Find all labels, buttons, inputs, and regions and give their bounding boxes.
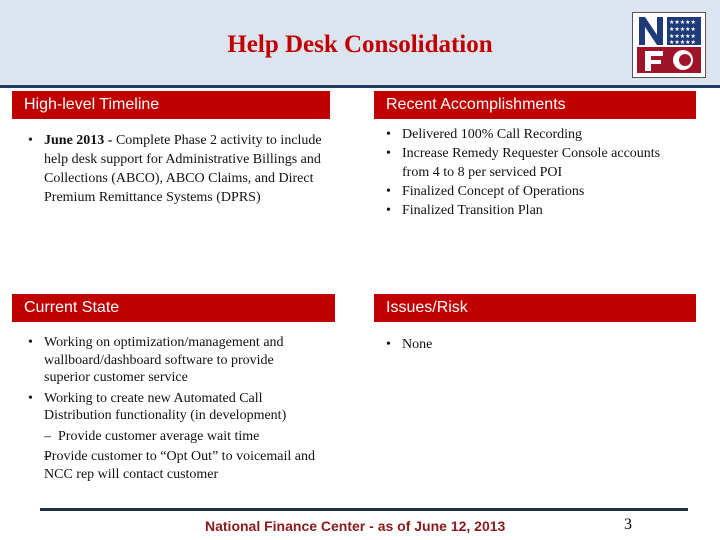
list-item: • Working to create new Automated Call Distribution functionality (in development) [18, 390, 318, 425]
sub-list-item: – Provide customer average wait time [18, 428, 318, 446]
svg-text:★★★★★: ★★★★★ [669, 40, 696, 46]
svg-text:★★★★★: ★★★★★ [669, 34, 696, 40]
accomplishments-heading: Recent Accomplishments [374, 91, 696, 119]
sub-list-item: – Provide customer to “Opt Out” to voicemail and NCC rep will contact customer [18, 448, 318, 483]
page-number: 3 [624, 516, 632, 533]
slide-title: Help Desk Consolidation [227, 31, 493, 58]
issues-list [376, 335, 676, 354]
list-item: • Finalized Transition Plan [376, 201, 676, 220]
list-item: • Finalized Concept of Operations [376, 182, 676, 201]
accomplishments-list [376, 125, 676, 220]
nfc-logo [632, 12, 706, 78]
list-item: • Working on optimization/management and wallboard/dashboard software to provide superior customer service [18, 334, 318, 387]
svg-text:★★★★★: ★★★★★ [669, 20, 696, 26]
list-item: • Delivered 100% Call Recording [376, 125, 676, 144]
timeline-heading: High-level Timeline [12, 91, 330, 119]
footer-text: National Finance Center - as of June 12, 2013 [205, 518, 506, 534]
list-item: • Increase Remedy Requester Console accounts from 4 to 8 per serviced POI [376, 144, 676, 182]
timeline-list [18, 131, 338, 207]
list-item: • None [376, 335, 676, 354]
issues-heading: Issues/Risk [374, 294, 696, 322]
current-state-heading: Current State [12, 294, 335, 322]
slide-header [0, 0, 720, 88]
svg-text:★★★★★: ★★★★★ [669, 27, 696, 33]
list-item: • June 2013 - Complete Phase 2 activity to include help desk support for Administrative Billings and Collections (ABCO), ABCO Claims, and Direct Premium Remittance Systems (DPRS) [18, 131, 338, 207]
current-state-list [18, 334, 318, 483]
footer-divider [40, 508, 688, 511]
